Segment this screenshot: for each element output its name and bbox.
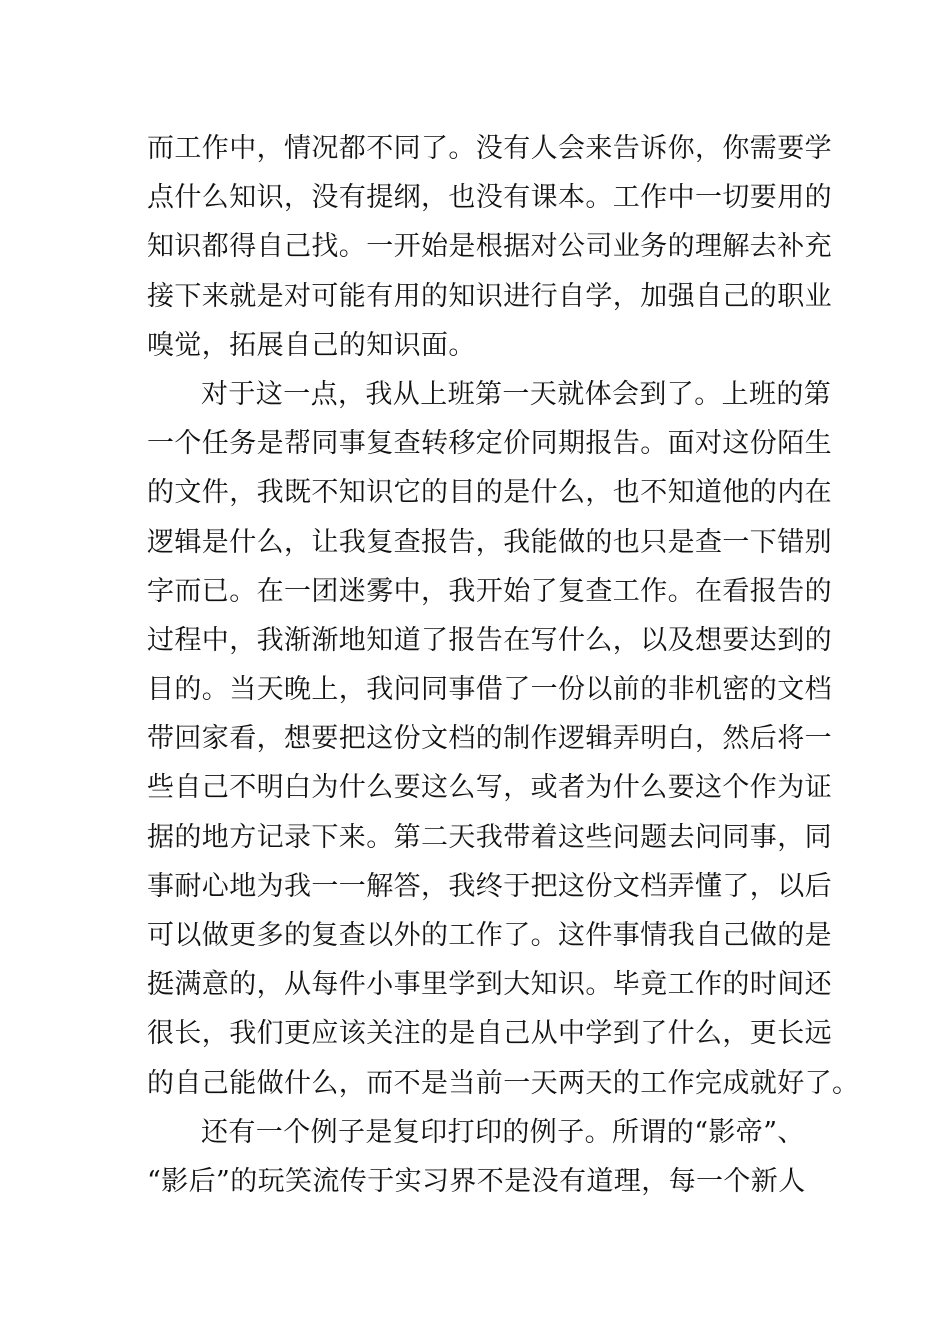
text-line: 些自己不明白为什么要这么写，或者为什么要这个作为证 <box>147 772 832 804</box>
text-line: 一个任务是帮同事复查转移定价同期报告。面对这份陌生 <box>147 428 832 460</box>
text-line: 挺满意的，从每件小事里学到大知识。毕竟工作的时间还 <box>147 969 832 1001</box>
text-line: 目的。当天晚上，我问同事借了一份以前的非机密的文档 <box>147 674 832 706</box>
text-line: 的文件，我既不知识它的目的是什么，也不知道他的内在 <box>147 477 832 509</box>
text-line: 点什么知识，没有提纲，也没有课本。工作中一切要用的 <box>147 182 832 214</box>
text-line: 事耐心地为我一一解答，我终于把这份文档弄懂了，以后 <box>147 870 832 902</box>
text-line: 的自己能做什么，而不是当前一天两天的工作完成就好了。 <box>147 1067 860 1099</box>
text-line: 逻辑是什么，让我复查报告，我能做的也只是查一下错别 <box>147 526 832 558</box>
text-line: 可以做更多的复查以外的工作了。这件事情我自己做的是 <box>147 920 832 951</box>
paragraph-start-line: 对于这一点，我从上班第一天就体会到了。上班的第 <box>201 378 832 410</box>
text-line: 很长，我们更应该关注的是自己从中学到了什么，更长远 <box>147 1018 832 1050</box>
text-line: “影后”的玩笑流传于实习界不是没有道理，每一个新人 <box>147 1165 806 1197</box>
text-line: 嗅觉，拓展自己的知识面。 <box>147 329 476 361</box>
text-line: 带回家看，想要把这份文档的制作逻辑弄明白，然后将一 <box>147 723 832 755</box>
text-line: 而工作中，情况都不同了。没有人会来告诉你，你需要学 <box>147 133 832 164</box>
text-line: 过程中，我渐渐地知道了报告在写什么，以及想要达到的 <box>147 624 832 656</box>
text-line: 据的地方记录下来。第二天我带着这些问题去问同事，同 <box>147 821 832 853</box>
text-line: 知识都得自己找。一开始是根据对公司业务的理解去补充 <box>147 231 832 263</box>
body-text <box>147 124 860 1206</box>
text-line: 接下来就是对可能有用的知识进行自学，加强自己的职业 <box>147 280 832 312</box>
paragraph-start-line: 还有一个例子是复印打印的例子。所谓的“影帝”、 <box>201 1116 805 1148</box>
text-line: 字而已。在一团迷雾中，我开始了复查工作。在看报告的 <box>147 575 832 607</box>
